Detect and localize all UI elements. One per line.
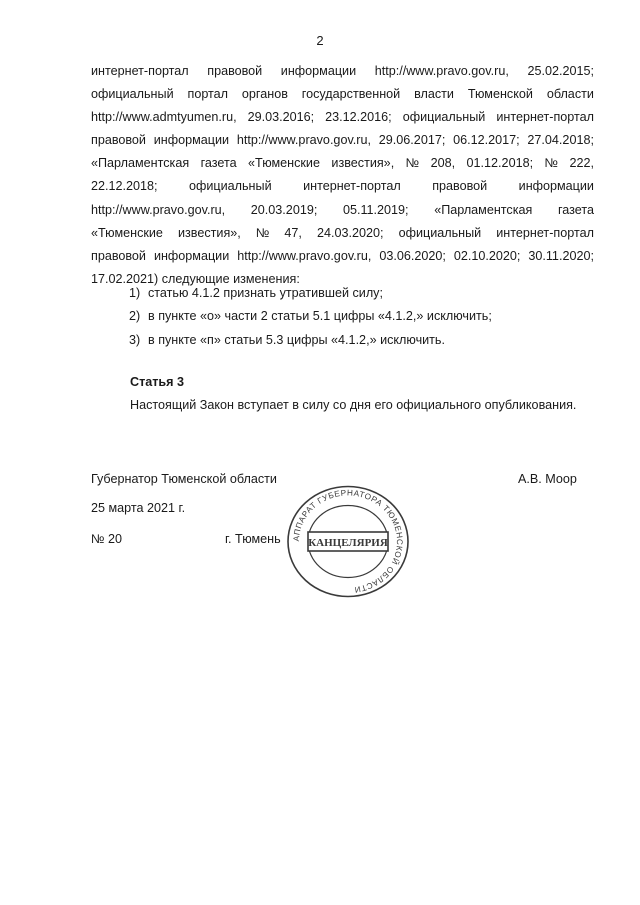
word: области [546,87,594,102]
word: 23.12.2016; [325,110,392,125]
list-item [129,329,599,352]
word: 222, [569,156,594,171]
word: «Парламентская [91,156,190,171]
word: 29.06.2017; [378,133,446,148]
word: 208, [430,156,456,171]
word: интернет-портал [496,225,594,240]
word: «Тюменские [91,225,163,240]
law-number: № 20 [91,532,123,546]
list-item [129,305,599,328]
paragraph-line [91,106,594,129]
word: «Парламентская [434,202,533,217]
word: информации [280,64,357,78]
paragraph-line [91,245,594,268]
word: 05.11.2019; [342,202,409,217]
word: 01.12.2018; [466,156,534,171]
word: официальный [91,87,174,102]
paragraph-line [91,152,594,175]
word: 06.12.2017; [453,133,520,148]
word: «Тюменские [248,156,320,171]
word: 25.02.2015; [527,64,594,78]
word: № [544,156,559,171]
list-item-number: 1) [129,286,141,300]
list-item [129,282,599,305]
list-item-text: статью 4.1.2 признать утратившей силу; [148,286,383,300]
list-item-number: 3) [129,332,141,347]
word: официальный [398,225,482,240]
word: газета [557,202,594,217]
word: 03.06.2020; [379,248,446,263]
word: органов [241,87,288,102]
word: 30.11.2020; [528,248,594,263]
word: http://www.pravo.gov.ru, [91,202,226,217]
list-item-text: в пункте «о» части 2 статьи 5.1 цифры «4.1.2,» исключить; [148,309,492,324]
word: http://www.pravo.gov.ru, [236,133,372,148]
word: правовой [432,179,488,194]
word: правовой [91,248,146,263]
word: государственной [301,87,401,102]
word: 27.04.2018; [527,133,594,148]
word: интернет-портал [496,110,594,125]
word: 22.12.2018; [91,179,158,194]
word: правовой [91,133,146,148]
paragraph-line [91,175,594,198]
word: портал [187,87,229,102]
paragraph-last-line: 17.02.2021) следующие изменения: [91,271,300,286]
word: Тюменской [467,87,533,102]
word: правовой [207,64,263,78]
word: http://www.admtyumen.ru, [91,110,237,125]
word: информации [153,248,230,263]
paragraph-line [91,199,594,222]
word: интернет-портал [303,179,401,194]
word: известия», [331,156,395,171]
article-heading: Статья 3 [130,375,185,389]
office-stamp [283,484,413,599]
word: официальный [402,110,486,125]
word: http://www.pravo.gov.ru, [374,64,509,78]
signing-date: 25 марта 2021 г. [91,501,186,515]
list-item-number: 2) [129,309,141,324]
word: газета [200,156,237,171]
list-item-text: в пункте «п» статьи 5.3 цифры «4.1.2,» исключить. [148,332,445,347]
paragraph-line [91,222,594,245]
word: интернет-портал [91,64,189,78]
word: 02.10.2020; [453,248,521,263]
stamp-ring-text: АППАРАТ ГУБЕРНАТОРА ТЮМЕНСКОЙ ОБЛАСТИ [291,488,405,595]
paragraph-line [91,83,594,106]
signatory-position: Губернатор Тюменской области [91,472,277,486]
word: информации [153,133,230,148]
word: официальный [189,179,272,194]
word: 29.03.2016; [247,110,315,125]
word: известия», [177,225,241,240]
amendments-list [129,282,599,352]
article-text: Настоящий Закон вступает в силу со дня его официального опубликования. [130,398,577,412]
paragraph-body [91,60,594,291]
word: № [405,156,420,171]
paragraph-line [91,129,594,152]
signing-city: г. Тюмень [225,532,281,546]
word: 47, [284,225,302,240]
word: информации [518,179,594,194]
page-number: 2 [316,33,324,48]
word: http://www.pravo.gov.ru, [237,248,372,263]
word: 24.03.2020; [317,225,384,240]
signatory-name: А.В. Моор [518,472,577,486]
word: № [255,225,270,240]
paragraph-line [91,60,594,83]
stamp-center-text: КАНЦЕЛЯРИЯ [308,537,388,549]
word: 20.03.2019; [250,202,318,217]
word: власти [414,87,454,102]
